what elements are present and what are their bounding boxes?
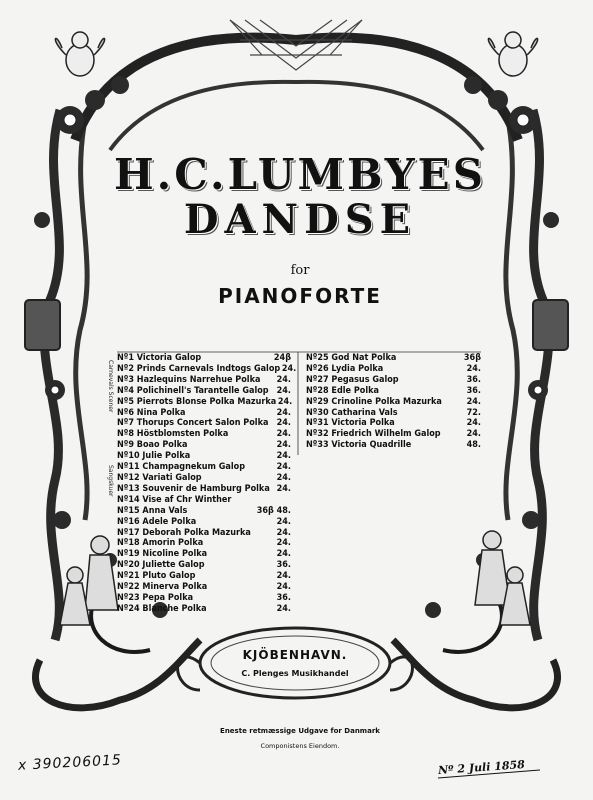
for-label: for xyxy=(290,263,310,278)
dance-price: 24β xyxy=(273,353,291,363)
dance-title: Nº8 Höstblomsten Polka xyxy=(117,429,229,440)
dance-title: Nº15 Anna Vals xyxy=(117,505,188,516)
dance-price: 24. xyxy=(276,472,291,483)
dance-title: Nº18 Amorin Polka xyxy=(117,538,204,549)
dance-title: Nº26 Lydia Polka xyxy=(306,363,384,374)
dance-price: 24. xyxy=(466,363,481,374)
dance-price: 36. xyxy=(466,385,481,396)
dance-list-left xyxy=(117,353,297,615)
dance-list-item xyxy=(117,571,291,582)
dance-list-right xyxy=(306,353,481,451)
dance-list-item xyxy=(117,604,291,615)
dance-price: 24. xyxy=(276,582,291,593)
dance-price xyxy=(275,495,291,506)
publisher-city: KJÖBENHAVN. xyxy=(242,648,348,662)
dance-title: Nº32 Friedrich Wilhelm Galop xyxy=(306,429,441,440)
dance-price: 24. xyxy=(276,407,291,418)
dance-list-item xyxy=(117,517,291,528)
dance-title: Nº3 Hazlequins Narrehue Polka xyxy=(117,374,261,385)
dance-list-item xyxy=(117,451,291,462)
dance-price: 72. xyxy=(466,407,481,418)
dance-title: Nº6 Nina Polka xyxy=(117,407,186,418)
dance-title: Nº23 Pepa Polka xyxy=(117,592,194,603)
dance-list-item xyxy=(117,375,291,386)
dance-list-item xyxy=(117,408,291,419)
dance-list-item xyxy=(306,429,481,440)
dance-price: 36β 48. xyxy=(256,505,291,516)
dance-list-item xyxy=(117,528,291,539)
side-note-upper: Carnevals Scener xyxy=(107,360,114,413)
dance-list-item xyxy=(306,386,481,397)
dance-price: 24. xyxy=(466,429,481,440)
dance-list-item xyxy=(306,353,481,364)
dance-list-item xyxy=(117,440,291,451)
dance-list-item xyxy=(306,364,481,375)
dance-price: 24. xyxy=(276,527,291,538)
dance-price: 24. xyxy=(276,603,291,614)
dance-list-item xyxy=(117,363,297,375)
dance-list-item xyxy=(117,462,291,473)
dance-list-item xyxy=(117,473,291,484)
dance-list-item xyxy=(117,353,291,364)
dance-title: Nº4 Polichinell's Tarantelle Galop xyxy=(117,385,269,396)
dance-title: Nº30 Catharina Vals xyxy=(306,407,398,418)
dance-title: Nº22 Minerva Polka xyxy=(117,582,208,593)
dance-title: Nº5 Pierrots Blonse Polka Mazurka xyxy=(117,396,277,407)
dance-title: Nº12 Variati Galop xyxy=(117,472,202,483)
dance-list-item xyxy=(117,506,291,517)
dance-list-item xyxy=(117,549,291,560)
dance-price: 24. xyxy=(466,396,481,407)
composer-title: H.C.LUMBYES xyxy=(113,150,487,199)
dance-list-item xyxy=(306,440,481,451)
rights-note: Componistens Eiendom. xyxy=(260,742,340,750)
dance-list-item xyxy=(117,386,291,397)
dance-title: Nº9 Boao Polka xyxy=(117,440,188,451)
dance-price: 24. xyxy=(276,516,291,527)
dance-price: 36β xyxy=(463,353,481,363)
dance-title: Nº24 Blanche Polka xyxy=(117,603,207,614)
dance-price: 24. xyxy=(466,418,481,429)
dances-title: DANDSE xyxy=(183,196,417,243)
dance-list-item xyxy=(117,593,291,604)
edition-note: Eneste retmæssige Udgave for Danmark xyxy=(220,727,380,735)
dance-price: 24. xyxy=(276,538,291,549)
dance-list-item xyxy=(117,582,291,593)
dance-price: 24. xyxy=(276,374,291,385)
dance-title: Nº28 Edle Polka xyxy=(306,385,379,396)
dance-price: 36. xyxy=(276,560,291,571)
side-note-lower: Sangskuer xyxy=(107,465,114,497)
dance-price: 24. xyxy=(276,549,291,560)
dance-list-item xyxy=(306,397,481,408)
dance-list-item xyxy=(117,397,291,408)
dance-title: Nº2 Prinds Carnevals Indtogs Galop xyxy=(117,363,281,374)
dance-price: 24. xyxy=(276,571,291,582)
dance-price: 24. xyxy=(276,483,291,494)
dance-title: Nº31 Victoria Polka xyxy=(306,418,395,429)
dance-list-item xyxy=(306,408,481,419)
dance-title: Nº25 God Nat Polka xyxy=(306,353,397,363)
dance-title: Nº13 Souvenir de Hamburg Polka xyxy=(117,483,270,494)
dance-title: Nº19 Nicoline Polka xyxy=(117,549,208,560)
dance-list-item xyxy=(117,495,291,506)
dance-price: 24. xyxy=(276,440,291,451)
dance-title: Nº11 Champagnekum Galop xyxy=(117,462,245,473)
dance-title: Nº7 Thorups Concert Salon Polka xyxy=(117,418,269,429)
dance-title: Nº14 Vise af Chr Winther xyxy=(117,494,232,505)
publisher-name: C. Plenges Musikhandel xyxy=(241,669,349,678)
dance-title: Nº10 Julie Polka xyxy=(117,451,191,462)
dance-list-item xyxy=(306,418,481,429)
dance-price: 24. xyxy=(276,429,291,440)
dance-list-item xyxy=(306,375,481,386)
dance-title: Nº21 Pluto Galop xyxy=(117,571,196,582)
date-inscription: Nº 2 Juli 1858 xyxy=(437,757,526,778)
dance-price: 24. xyxy=(276,462,291,473)
dance-list-item xyxy=(117,429,291,440)
dance-title: Nº16 Adele Polka xyxy=(117,516,197,527)
dance-price: 48. xyxy=(466,440,481,451)
catalog-stamp: x 390206015 xyxy=(17,752,123,774)
dance-title: Nº20 Juliette Galop xyxy=(117,560,205,571)
dance-list-item xyxy=(117,538,291,549)
dance-price: 24. xyxy=(276,418,291,429)
instrument-title: PIANOFORTE xyxy=(218,284,382,308)
dance-title: Nº29 Crinoline Polka Mazurka xyxy=(306,396,442,407)
dance-price: 24. xyxy=(277,396,293,407)
dance-list-item xyxy=(117,484,291,495)
dance-title: Nº1 Victoria Galop xyxy=(117,353,202,363)
dance-title: Nº17 Deborah Polka Mazurka xyxy=(117,527,251,538)
dance-list-item xyxy=(117,418,291,429)
dance-price: 36. xyxy=(276,592,291,603)
dance-title: Nº27 Pegasus Galop xyxy=(306,374,399,385)
dance-price: 24. xyxy=(281,363,297,374)
dance-price: 36. xyxy=(466,374,481,385)
dance-list-item xyxy=(117,560,291,571)
dance-title: Nº33 Victoria Quadrille xyxy=(306,440,412,451)
dance-price: 24. xyxy=(276,451,291,462)
dance-price: 24. xyxy=(276,385,291,396)
